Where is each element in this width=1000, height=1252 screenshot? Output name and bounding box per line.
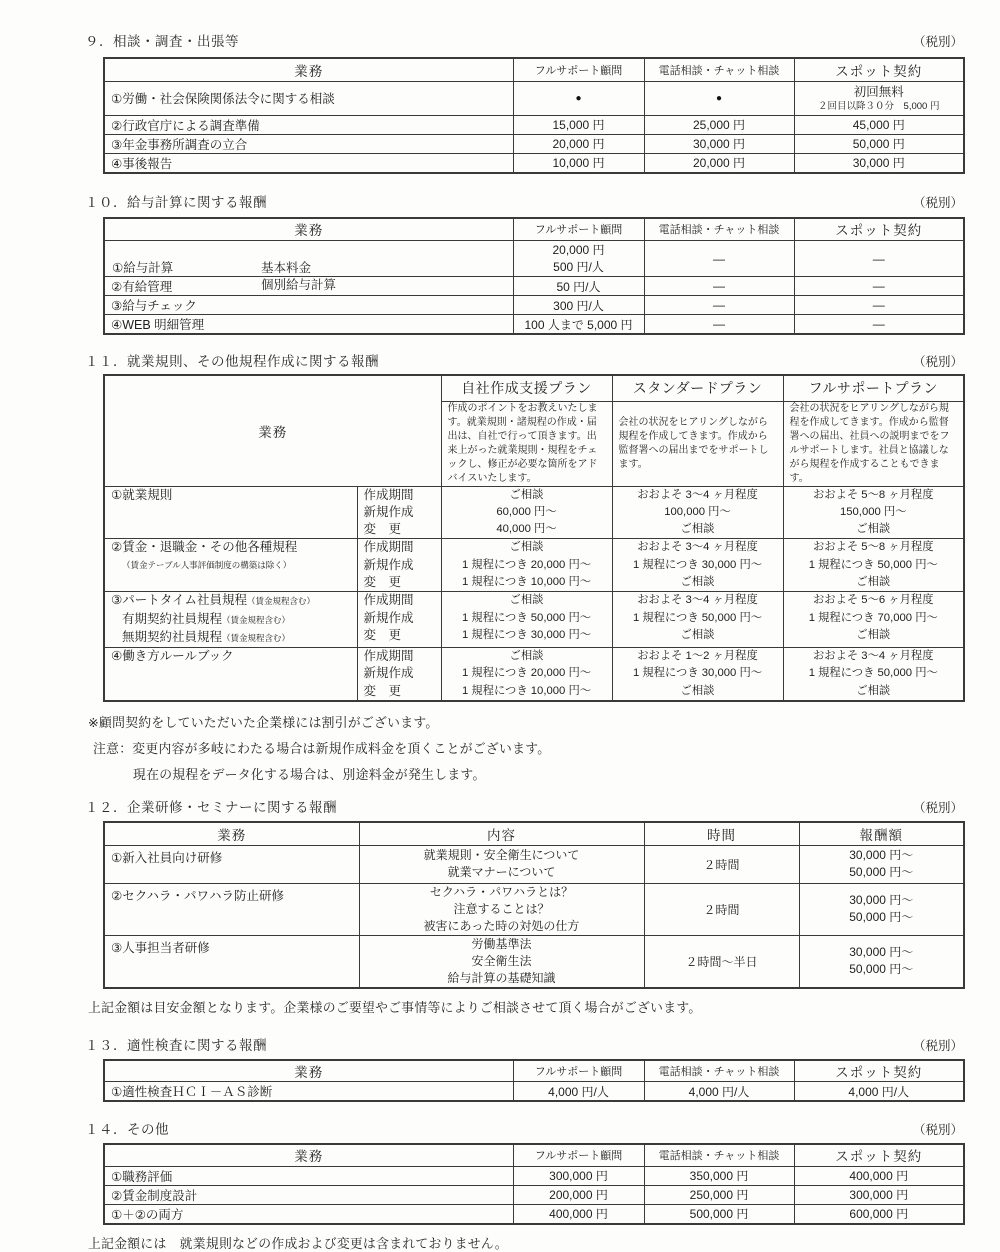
row-label: ③年金事務所調査の立合 <box>104 134 513 153</box>
row-label: ①就業規則 <box>111 487 173 502</box>
col-header-tel-chat: 電話相談・チャット相談 <box>644 218 794 241</box>
value-line: ご相談 <box>509 594 544 607</box>
row-label: ②賃金・退職金・その他各種規程 <box>111 540 298 555</box>
value-line: ご相談 <box>680 628 715 641</box>
subrow-labels <box>357 486 441 539</box>
value-line: ご相談 <box>856 523 891 536</box>
footnote-exclusion: 上記金額には 就業規則などの作成および変更は含まれておりません。 <box>88 1235 508 1251</box>
section10-heading-row <box>85 191 963 211</box>
section11-title: １１．就業規則、その他規程作成に関する報酬 <box>85 354 379 369</box>
value-line: ご相談 <box>856 575 891 588</box>
subrow-label: 作成期間 <box>363 540 414 555</box>
section14-heading-row <box>85 1118 963 1138</box>
table-row <box>104 1185 964 1204</box>
payroll-fee-table <box>103 217 965 336</box>
subrow-label: 新規作成 <box>363 610 414 625</box>
value-line: 1 規程につき 10,000 円～ <box>461 575 592 588</box>
price-cell: 600,000 円 <box>794 1204 964 1224</box>
content-line: 給与計算の基礎知識 <box>447 970 556 985</box>
dash-cell: ― <box>644 277 794 296</box>
content-line: 安全衛生法 <box>471 953 532 968</box>
content-line: セクハラ・パワハラとは？ <box>429 884 574 899</box>
section10-title: １０．給与計算に関する報酬 <box>85 194 267 210</box>
consultation-survey-table <box>103 57 965 174</box>
price-cell: 50 円/人 <box>513 277 644 296</box>
row-label: ①給与計算 <box>112 260 174 275</box>
subrow-label: 新規作成 <box>363 504 414 519</box>
plan-description-standard: 会社の状況をヒアリングしながら規程を作成してきます。作成から監督署への届出までをサポートします。 <box>612 401 783 486</box>
price-cell: 10,000 円 <box>513 153 644 173</box>
row-label: ④WEB 明細管理 <box>104 315 513 335</box>
training-seminar-table <box>103 821 965 989</box>
subrow-label: 変 更 <box>363 683 402 698</box>
col-header-business: 業務 <box>104 375 441 486</box>
price-cell: 400,000 円 <box>513 1204 644 1224</box>
value-line: 1 規程につき 30,000 円～ <box>632 558 763 571</box>
subrow-label: 作成期間 <box>363 649 414 664</box>
plan1-values <box>441 648 612 701</box>
row-label: ④事後報告 <box>104 153 513 173</box>
value-line: 40,000 円～ <box>496 523 557 536</box>
value-line: おおよそ 5～8 ヶ月程度 <box>812 488 934 501</box>
subrow-label: 作成期間 <box>363 487 414 502</box>
sub-label: 基本料金 <box>261 260 312 275</box>
col-header-spot: スポット契約 <box>794 218 964 241</box>
value-line: ご相談 <box>680 575 715 588</box>
row-label-note: （賃金規程含む） <box>246 596 315 607</box>
dash-cell: ― <box>644 296 794 315</box>
plan3-values <box>783 592 964 648</box>
dash-cell: ― <box>644 315 794 335</box>
row-label: ③パートタイム社員規程（賃金規程含む） <box>111 593 315 608</box>
sub-label: 個別給与計算 <box>261 277 337 292</box>
table-row <box>104 486 964 539</box>
fee-line: 30,000 円～ <box>849 848 914 863</box>
table-row <box>104 1166 964 1185</box>
col-header-full-support: フルサポート顧問 <box>513 218 644 241</box>
value-line: ご相談 <box>680 684 715 697</box>
table-row <box>104 241 964 277</box>
price-cell: 4,000 円/人 <box>794 1082 964 1102</box>
value-line: 60,000 円～ <box>496 505 557 518</box>
col-header-spot: スポット契約 <box>794 58 964 81</box>
value-line: おおよそ 3～4 ヶ月程度 <box>812 650 934 663</box>
content-line: 注意することは？ <box>453 901 550 916</box>
plan1-values <box>441 486 612 539</box>
section9-title: ９．相談・調査・出張等 <box>85 34 239 49</box>
content-line: 就業規則・安全衛生について <box>423 848 580 863</box>
repeat-price-label: ２回目以降３０分 5,000 円 <box>818 100 940 112</box>
col-header-business: 業務 <box>104 822 359 845</box>
row-label-cell <box>104 592 357 648</box>
value-line: 1 規程につき 10,000 円～ <box>461 684 592 697</box>
value-line: 1 規程につき 50,000 円～ <box>461 611 592 624</box>
plan2-values <box>612 539 783 592</box>
subrow-label: 新規作成 <box>363 666 414 681</box>
value-line: 1 規程につき 70,000 円～ <box>808 611 938 624</box>
col-header-business: 業務 <box>104 1144 513 1166</box>
included-dot: ● <box>513 81 644 115</box>
price-cell: 30,000 円 <box>794 153 964 173</box>
subrow-label: 変 更 <box>363 627 402 642</box>
table-row <box>104 296 964 315</box>
subrow-label: 作成期間 <box>363 593 414 608</box>
price-cell: 300,000 円 <box>513 1166 644 1185</box>
content-line: 被害にあった時の対処の仕方 <box>423 918 580 933</box>
content-cell <box>359 883 644 935</box>
plan1-values <box>441 592 612 648</box>
fee-cell <box>799 935 964 988</box>
table-row <box>104 845 964 883</box>
other-services-table <box>103 1143 965 1225</box>
value-line: 1 規程につき 20,000 円～ <box>461 558 592 571</box>
price-cell: 300 円/人 <box>513 296 644 315</box>
dash-cell: ― <box>644 241 794 277</box>
col-header-spot: スポット契約 <box>794 1060 964 1082</box>
plan2-values <box>612 648 783 701</box>
plan-header-standard: スタンダードプラン <box>612 375 783 401</box>
dash-cell: ― <box>794 241 964 277</box>
price-cell: 20,000 円 <box>644 153 794 173</box>
footnote-discount: ※顧問契約をしていただいた企業様には割引がございます。 <box>88 715 439 731</box>
price-cell: 50,000 円 <box>794 134 964 153</box>
content-cell <box>359 845 644 883</box>
section10-tax-note: （税別） <box>912 195 963 210</box>
row-label: ①職務評価 <box>104 1166 513 1185</box>
value-line: ご相談 <box>856 684 891 697</box>
row-sublabels <box>261 260 336 294</box>
col-header-spot: スポット契約 <box>794 1144 964 1166</box>
included-dot: ● <box>644 81 794 115</box>
col-header-tel-chat: 電話相談・チャット相談 <box>644 1060 794 1082</box>
price-cell: 45,000 円 <box>794 115 964 134</box>
table-row <box>104 153 964 173</box>
value-line: 100,000 円～ <box>664 505 731 518</box>
subrow-label: 変 更 <box>363 522 402 537</box>
table-row <box>104 134 964 153</box>
row-label: ②有給管理 <box>104 277 513 296</box>
row-label: ②セクハラ・パワハラ防止研修 <box>104 883 359 935</box>
price-cell: 300,000 円 <box>794 1185 964 1204</box>
table-row <box>104 81 964 115</box>
section14-tax-note: （税別） <box>912 1123 963 1138</box>
col-header-business: 業務 <box>104 58 513 81</box>
dash-cell: ― <box>794 315 964 335</box>
section12-title: １２．企業研修・セミナーに関する報酬 <box>85 800 337 816</box>
footnote-caution: 注意：変更内容が多岐にわたる場合は新規作成料金を頂くことがございます。 <box>93 741 551 757</box>
plan2-values <box>612 592 783 648</box>
plan-header-self-support: 自社作成支援プラン <box>441 375 612 401</box>
row-label: ①新入社員向け研修 <box>104 845 359 883</box>
price-cell: 30,000 円 <box>644 134 794 153</box>
value-line: 1 規程につき 50,000 円～ <box>808 558 938 571</box>
content-line: 労働基準法 <box>471 936 532 951</box>
value-line: おおよそ 3～4 ヶ月程度 <box>637 488 758 501</box>
row-label-cell <box>104 648 357 701</box>
price-cell: 500,000 円 <box>644 1204 794 1224</box>
value-line: おおよそ 5～6 ヶ月程度 <box>812 594 934 607</box>
table-row <box>104 115 964 134</box>
time-cell: ２時間 <box>644 845 799 883</box>
price-cell: 100 人まで 5,000 円 <box>513 315 644 335</box>
time-cell: ２時間 <box>644 883 799 935</box>
row-label: ①労働・社会保険関係法令に関する相談 <box>104 81 513 115</box>
plan-description-self-support: 作成のポイントをお教えいたします。就業規則・諸規程の作成・届出は、自社で行って頂きます。出来上がった就業規則・規程をチェックし、修正が必要な箇所をアドバイスいたします。 <box>441 401 612 486</box>
section13-heading-row <box>85 1034 963 1054</box>
table-row <box>104 277 964 296</box>
content-line: 就業マナーについて <box>447 865 556 880</box>
value-line: ご相談 <box>509 488 544 501</box>
section9-heading-row <box>85 30 963 50</box>
section14-title: １４．その他 <box>85 1122 169 1138</box>
subrow-labels <box>357 592 441 648</box>
subrow-labels <box>357 539 441 592</box>
section13-title: １３．適性検査に関する報酬 <box>85 1037 267 1053</box>
fee-line: 50,000 円～ <box>849 865 914 880</box>
price-cell: 400,000 円 <box>794 1166 964 1185</box>
price-cell: 20,000 円 <box>513 134 644 153</box>
price-line: 500 円/人 <box>553 259 604 274</box>
subrow-labels <box>357 648 441 701</box>
spot-price-cell <box>794 81 964 115</box>
col-header-tel-chat: 電話相談・チャット相談 <box>644 58 794 81</box>
fee-cell <box>799 845 964 883</box>
plan-header-full-support: フルサポートプラン <box>783 375 964 401</box>
fee-line: 50,000 円～ <box>849 962 914 977</box>
plan1-values <box>441 539 612 592</box>
row-label: 有期契約社員規程（賃金規程含む） <box>122 611 291 626</box>
section9-tax-note: （税別） <box>912 35 963 49</box>
price-cell: 250,000 円 <box>644 1185 794 1204</box>
price-cell: 350,000 円 <box>644 1166 794 1185</box>
fee-cell <box>799 883 964 935</box>
table-row <box>104 315 964 335</box>
row-label: ①＋②の両方 <box>104 1204 513 1224</box>
row-label-cell <box>104 539 357 592</box>
section12-tax-note: （税別） <box>912 801 963 816</box>
price-cell: 4,000 円/人 <box>513 1082 644 1102</box>
price-cell <box>513 241 644 277</box>
row-label: 無期契約社員規程（賃金規程含む） <box>122 629 291 644</box>
col-header-time: 時間 <box>644 822 799 845</box>
col-header-full-support: フルサポート顧問 <box>513 1060 644 1082</box>
value-line: ご相談 <box>509 541 544 554</box>
work-rules-fee-table <box>103 374 965 702</box>
footnote-data-fee: 現在の規程をデータ化する場合は、別途料金が発生します。 <box>133 767 486 783</box>
table-row <box>104 935 964 988</box>
table-row <box>104 883 964 935</box>
subrow-label: 新規作成 <box>363 557 414 572</box>
row-label-note: （賃金テーブル人事評価制度の構築は除く） <box>122 559 292 570</box>
value-line: おおよそ 3～4 ヶ月程度 <box>637 541 758 554</box>
row-label: ①適性検査ＨＣＩ－ＡＳ診断 <box>104 1082 513 1102</box>
footnote-estimate: 上記金額は目安金額となります。企業様のご要望やご事情等によりご相談させて頂く場合がございます。 <box>88 999 702 1015</box>
table-row <box>104 539 964 592</box>
col-header-fee: 報酬額 <box>799 822 964 845</box>
value-line: 1 規程につき 30,000 円～ <box>461 628 592 641</box>
row-label: ②行政官庁による調査準備 <box>104 115 513 134</box>
row-label: ②賃金制度設計 <box>104 1185 513 1204</box>
plan3-values <box>783 539 964 592</box>
fee-line: 50,000 円～ <box>849 910 914 925</box>
row-label-cell <box>104 486 357 539</box>
table-row <box>104 592 964 648</box>
table-row <box>104 1082 964 1102</box>
table-row <box>104 1204 964 1224</box>
col-header-content: 内容 <box>359 822 644 845</box>
value-line: 1 規程につき 50,000 円～ <box>808 667 938 680</box>
col-header-tel-chat: 電話相談・チャット相談 <box>644 1144 794 1166</box>
table-row <box>104 648 964 701</box>
row-label: ④働き方ルールブック <box>111 649 234 664</box>
section12-heading-row <box>85 796 963 816</box>
first-free-label: 初回無料 <box>853 84 904 99</box>
dash-cell: ― <box>794 296 964 315</box>
value-line: 1 規程につき 30,000 円～ <box>632 667 763 680</box>
plan-description-full-support: 会社の状況をヒアリングしながら規程を作成してきます。作成から監督署への届出、社員への説明までをフルサポートします。社員と協議しながら規程を作成することもできます。 <box>783 401 964 486</box>
section13-tax-note: （税別） <box>912 1038 963 1053</box>
subrow-label: 変 更 <box>363 574 402 589</box>
value-line: 150,000 円～ <box>839 505 907 518</box>
time-cell: ２時間～半日 <box>644 935 799 988</box>
plan3-values <box>783 486 964 539</box>
value-line: ご相談 <box>509 650 544 663</box>
aptitude-test-table <box>103 1059 965 1103</box>
value-line: 1 規程につき 50,000 円～ <box>632 611 763 624</box>
plan3-values <box>783 648 964 701</box>
price-line: 20,000 円 <box>552 242 605 257</box>
value-line: 1 規程につき 20,000 円～ <box>461 667 592 680</box>
row-label: ③給与チェック <box>104 296 513 315</box>
col-header-full-support: フルサポート顧問 <box>513 58 644 81</box>
col-header-business: 業務 <box>104 218 513 241</box>
plan2-values <box>612 486 783 539</box>
col-header-full-support: フルサポート顧問 <box>513 1144 644 1166</box>
section11-heading-row <box>85 350 963 370</box>
price-cell: 4,000 円/人 <box>644 1082 794 1102</box>
value-line: おおよそ 1～2 ヶ月程度 <box>637 650 758 663</box>
price-cell: 25,000 円 <box>644 115 794 134</box>
fee-line: 30,000 円～ <box>849 893 914 908</box>
row-label-note: （賃金規程含む） <box>222 632 291 643</box>
section11-tax-note: （税別） <box>912 355 963 369</box>
value-line: おおよそ 3～4 ヶ月程度 <box>637 594 758 607</box>
value-line: ご相談 <box>856 628 891 641</box>
row-label-note: （賃金規程含む） <box>222 614 291 625</box>
value-line: おおよそ 5～8 ヶ月程度 <box>812 541 934 554</box>
price-cell: 200,000 円 <box>513 1185 644 1204</box>
content-cell <box>359 935 644 988</box>
col-header-business: 業務 <box>104 1060 513 1082</box>
fee-line: 30,000 円～ <box>849 945 914 960</box>
value-line: ご相談 <box>680 523 715 536</box>
price-cell: 15,000 円 <box>513 115 644 134</box>
row-label: ③人事担当者研修 <box>104 935 359 988</box>
dash-cell: ― <box>794 277 964 296</box>
